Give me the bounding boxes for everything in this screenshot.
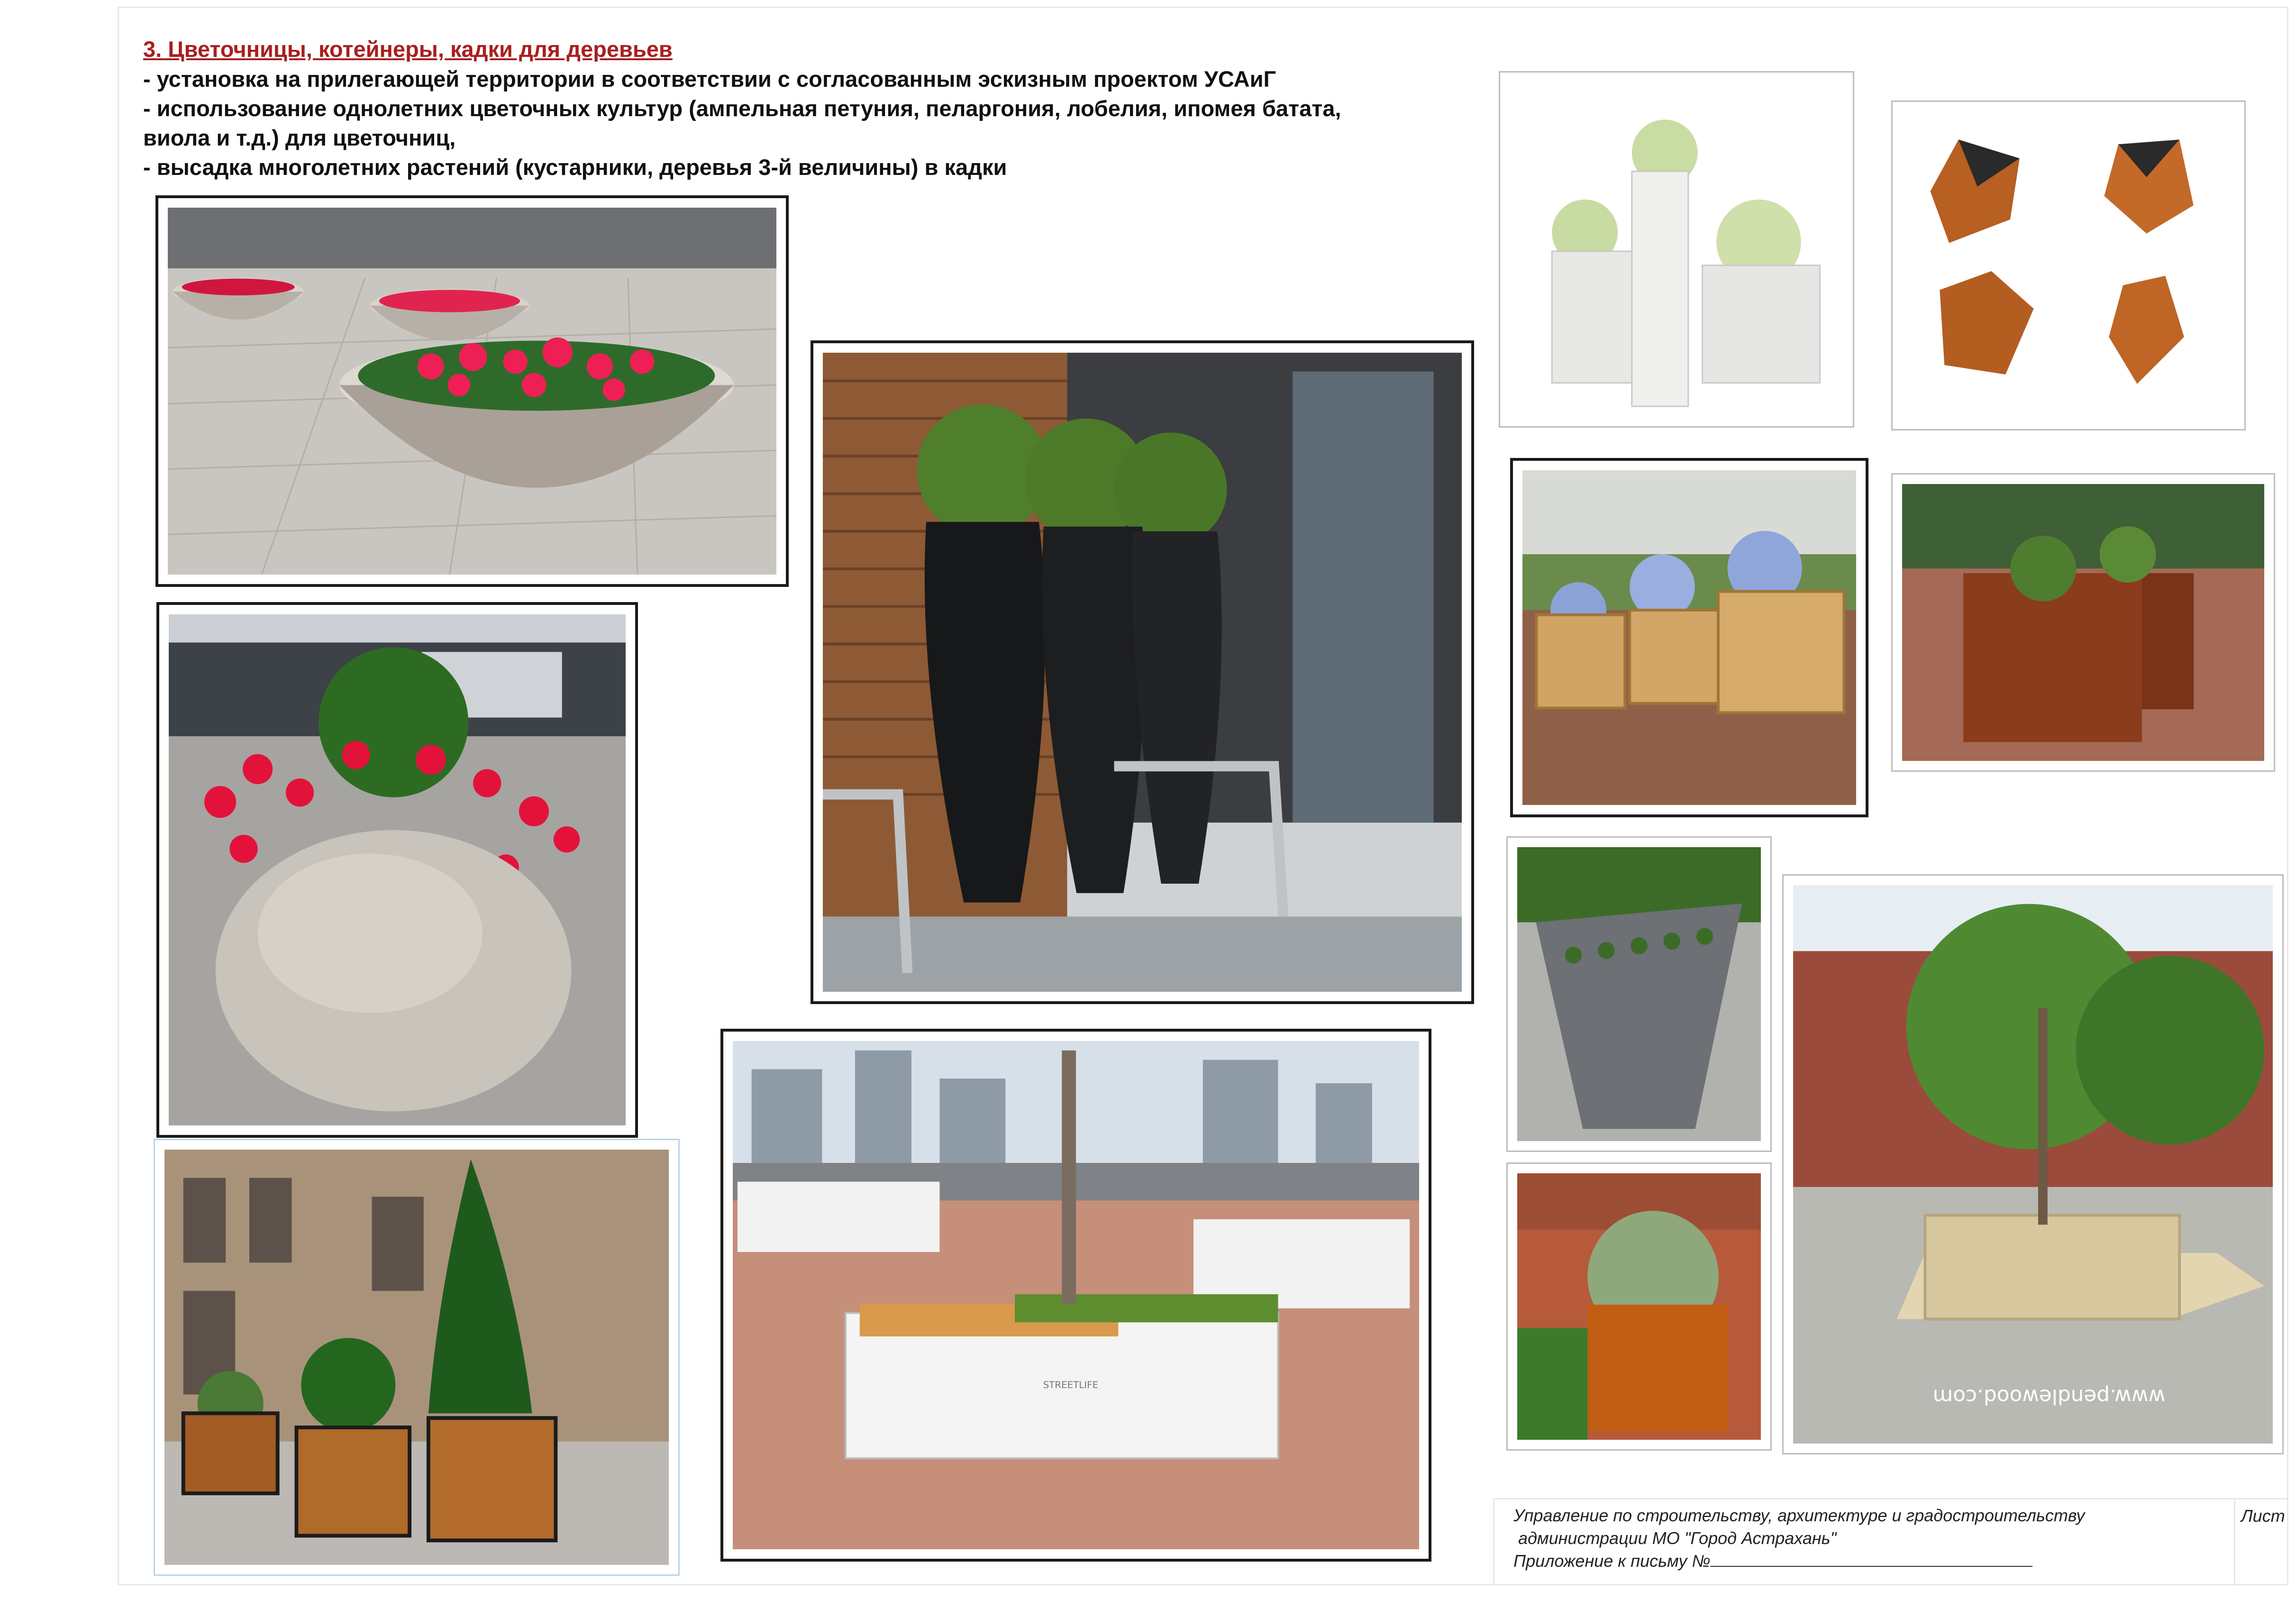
title-block-line-organization: Управление по строительству, архитектуре и градостроительству <box>1513 1506 2085 1525</box>
title-block-line-administration: администрации МО "Город Астрахань" <box>1518 1528 1837 1548</box>
photo-white-box-planters <box>1499 71 1854 428</box>
requirements-list <box>143 64 1518 182</box>
letter-number-field <box>1710 1552 2032 1567</box>
photo-granite-sphere-planter <box>156 602 638 1138</box>
requirement-item: - высадка многолетних растений (кустарники, деревья 3-й величины) в кадки <box>143 155 1007 180</box>
title-block <box>1493 1498 2287 1584</box>
pendlewood-watermark: www.pendlewood.com <box>1932 1384 2166 1409</box>
requirement-item: - использование однолетних цветочных культур (ампельная петуния, пеларгония, лобелия, ипомея батата, <box>143 96 1341 121</box>
sheet-number-cell <box>2234 1499 2290 1586</box>
streetlife-mark: STREETLIFE <box>1043 1379 1099 1390</box>
photo-wooden-hydrangea-boxes <box>1510 458 1868 817</box>
sheet-label: Лист <box>2241 1506 2285 1526</box>
section-heading: 3. Цветочницы, котейнеры, кадки для деревьев <box>143 37 673 62</box>
photo-corten-shrub-planter <box>1506 1162 1772 1451</box>
title-block-line-attachment <box>1513 1550 2177 1572</box>
photo-tall-black-vases <box>811 340 1474 1004</box>
title-block-text <box>1513 1504 2177 1572</box>
photo-corten-faceted-planters <box>1891 101 2246 430</box>
photo-concrete-bowl-planters <box>155 195 789 587</box>
photo-topiary-wooden-planters <box>154 1139 680 1576</box>
requirement-item: виола и т.д.) для цветочниц, <box>143 125 456 150</box>
requirement-item: - установка на прилегающей территории в соответствии с согласованным эскизным проектом УСАиГ <box>143 66 1276 91</box>
photo-white-bench-planters <box>720 1029 1431 1562</box>
photo-wooden-bench-tree-planter <box>1782 874 2284 1454</box>
title-block-attachment-label: Приложение к письму № <box>1513 1551 1711 1571</box>
photo-corten-long-planters <box>1891 473 2275 772</box>
photo-metal-cone-planter <box>1506 836 1772 1152</box>
